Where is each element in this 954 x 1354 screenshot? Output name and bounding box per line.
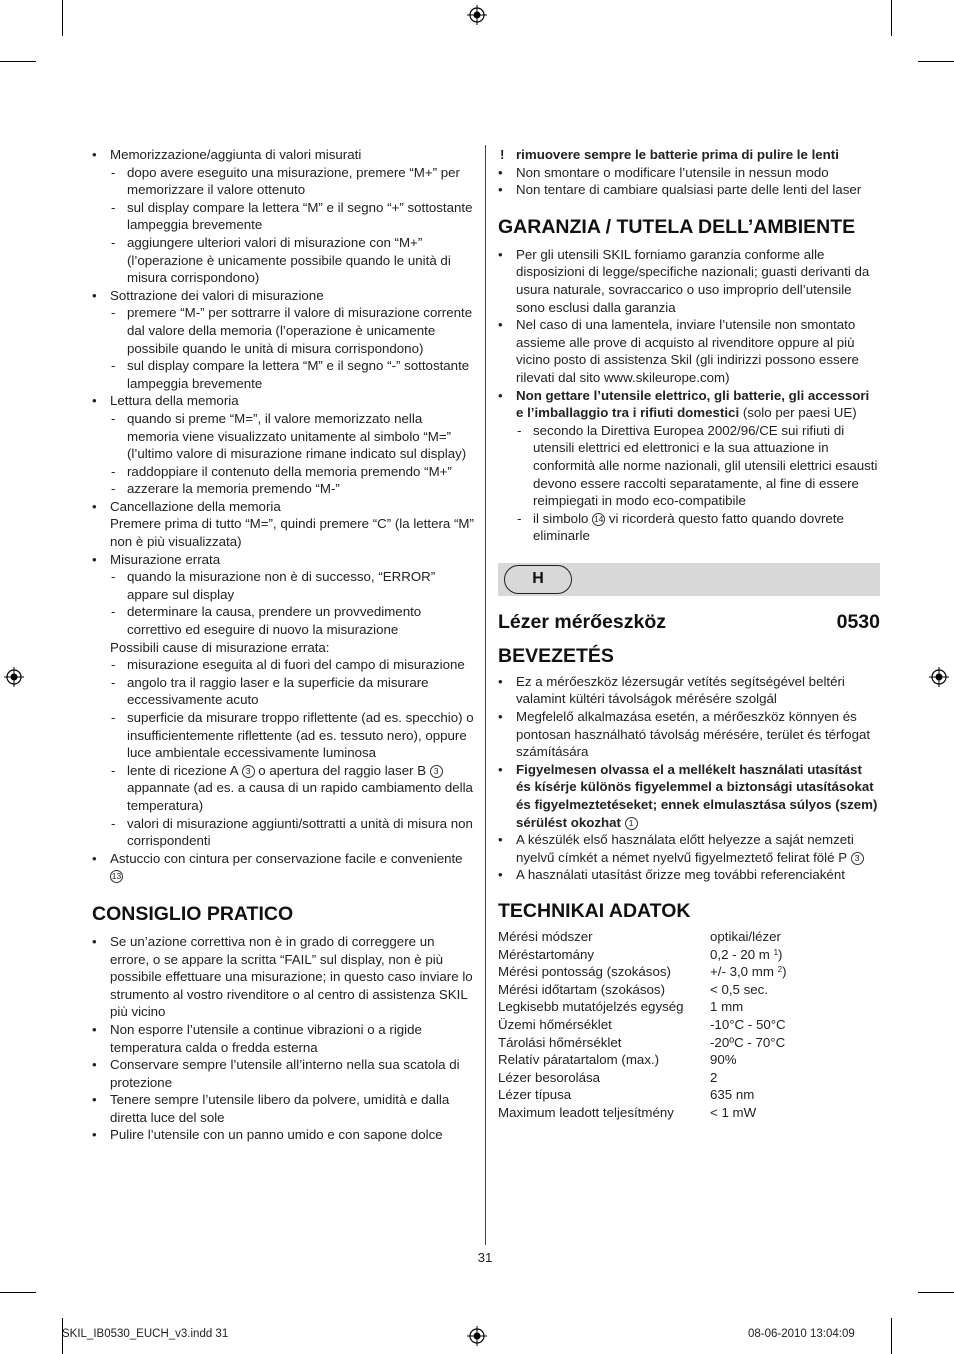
- spec-value-text: 90%: [710, 1052, 737, 1068]
- spec-row: [498, 1104, 880, 1122]
- list-item: • Lettura della memoria: [92, 392, 474, 410]
- spec-value: [710, 1016, 880, 1034]
- paragraph: Premere prima di tutto “M=”, quindi premere “C” (la lettera “M” non è più visualizzata): [110, 516, 474, 550]
- sub-item: - valori di misurazione aggiunti/sottratti a unità di misura non corrispondenti: [92, 815, 474, 850]
- list-item: • Non smontare o modificare l’utensile in nessun modo: [498, 164, 880, 182]
- list-item: • Pulire l’utensile con un panno umido e con sapone dolce: [92, 1126, 474, 1144]
- reference-number-icon: 3: [430, 765, 443, 778]
- bold-text: Non gettare l’utensile elettrico, gli batterie, gli accessori e l’imballaggio tra i rifiuti domestici: [516, 387, 870, 421]
- crop-mark: [918, 1292, 954, 1293]
- crop-mark: [891, 0, 892, 36]
- spec-value-text: -20ºC - 70°C: [710, 1034, 786, 1050]
- sub-item: - sul display compare la lettera “M” e il segno “-” sottostante lampeggia brevemente: [92, 357, 474, 392]
- text: vi ricorderà questo fatto quando dovrete eliminarle: [533, 510, 844, 544]
- reference-number-icon: 3: [242, 765, 255, 778]
- list-item: • Per gli utensili SKIL forniamo garanzia conforme alle disposizioni di legge/specifiche nazionali; guasti derivanti da usura naturale, sovraccarico o uso improprio dell’utensile sono esclusi dalla garanzia: [498, 246, 880, 316]
- list-item: • Nel caso di una lamentela, inviare l’utensile non smontato assieme alle prove di acquisto al rivenditore oppure al più vicino posto di assistenza Skil (gli indirizzi possono essere rilevati dal sito www.skileurope.com): [498, 316, 880, 386]
- section-heading: BEVEZETÉS: [498, 644, 614, 667]
- spec-value: [710, 1069, 880, 1087]
- spec-value-text: < 0,5 sec.: [710, 981, 769, 997]
- list-item: [92, 850, 474, 885]
- list-item: • A használati utasítást őrizze meg további referenciaként: [498, 866, 880, 884]
- spec-label: Mérési pontosság (szokásos): [498, 964, 671, 980]
- spec-value: [710, 981, 880, 999]
- spec-row: [498, 928, 880, 946]
- spec-value: [710, 1086, 880, 1104]
- right-column: [498, 146, 880, 1122]
- column-divider: [485, 145, 486, 1245]
- sub-item: - raddoppiare il contenuto della memoria premendo “M+”: [92, 463, 474, 481]
- spec-label: Tárolási hőmérséklet: [498, 1034, 622, 1050]
- footnote-ref: 2: [777, 965, 783, 975]
- spec-value: [710, 998, 880, 1016]
- list-item: [498, 387, 880, 422]
- spec-value-text: 635 nm: [710, 1087, 755, 1103]
- reference-number-icon: 13: [111, 871, 122, 882]
- spec-label: Üzemi hőmérséklet: [498, 1016, 612, 1032]
- text: A készülék első használata előtt helyezze a saját nemzeti nyelvű címkét a német nyelvű figyelmeztető felirat fölé P: [516, 832, 854, 865]
- specs-body: [498, 928, 880, 1122]
- text: il simbolo: [533, 510, 589, 526]
- spec-row: [498, 981, 880, 999]
- footnote-close: ): [778, 946, 783, 962]
- spec-value-text: 1 mm: [710, 999, 744, 1015]
- spec-label: Lézer besorolása: [498, 1069, 601, 1085]
- list-item: • Non tentare di cambiare qualsiasi parte delle lenti del laser: [498, 181, 880, 199]
- list-item: • Sottrazione dei valori di misurazione: [92, 287, 474, 305]
- sub-item: [92, 762, 474, 815]
- spec-value-text: < 1 mW: [710, 1104, 757, 1120]
- sub-item: - premere “M-” per sottrarre il valore di misurazione corrente dal valore della memoria (l’operazione è unicamente possibile quando le unità di misura corrispondono): [92, 304, 474, 357]
- list-item: • Tenere sempre l’utensile libero da polvere, umidità e dalla diretta luce del sole: [92, 1091, 474, 1126]
- sub-item: - dopo avere eseguito una misurazione, premere “M+” per memorizzare il valore ottenuto: [92, 164, 474, 199]
- reference-number-icon: 1: [625, 817, 638, 830]
- page-number: 31: [477, 1250, 493, 1265]
- reference-number-icon: 14: [593, 513, 604, 524]
- spec-row: [498, 1086, 880, 1104]
- spec-value-text: -10°C - 50°C: [710, 1016, 786, 1032]
- spec-label: Legkisebb mutatójelzés egység: [498, 999, 684, 1015]
- spec-value: [710, 1034, 880, 1052]
- sub-item: - superficie da misurare troppo riflettente (ad es. specchio) o insufficientemente riflettente (ad es. tessuto nero), oppure luce ambientale eccessivamente luminosa: [92, 709, 474, 762]
- spec-row: [498, 1069, 880, 1087]
- footnote-close: ): [782, 964, 787, 980]
- spec-value: [710, 1104, 880, 1122]
- crop-mark: [918, 61, 954, 62]
- registration-mark-icon: [467, 1326, 487, 1346]
- sub-item: - aggiungere ulteriori valori di misurazione con “M+” (l’operazione è unicamente possibile quando le unità di misura corrispondono): [92, 234, 474, 287]
- spec-label: Mérési módszer: [498, 929, 593, 944]
- registration-mark-icon: [929, 667, 949, 687]
- bold-text: Figyelmesen olvassa el a mellékelt használati utasítást és kísérje különös figyelemmel a biztonsági utasításokat és figyelmeztetéseket; ennek elmulasztása súlyos (szem) sérülést okozhat: [516, 761, 878, 830]
- language-badge: H: [504, 565, 572, 594]
- footer-filename: SKIL_IB0530_EUCH_v3.indd 31: [62, 1328, 229, 1340]
- spec-row: [498, 946, 880, 964]
- spec-label: Méréstartomány: [498, 946, 595, 962]
- crop-mark: [891, 1318, 892, 1354]
- spec-value-text: +/- 3,0 mm: [710, 964, 774, 980]
- spec-row: [498, 963, 880, 981]
- paragraph: Possibili cause di misurazione errata:: [110, 639, 330, 655]
- spec-row: [498, 1051, 880, 1069]
- list-item: • Megfelelő alkalmazása esetén, a mérőeszköz könnyen és pontosan használható távolság mérésére, terület és térfogat számítására: [498, 708, 880, 761]
- list-item: • Se un’azione correttiva non è in grado di correggere un errore, o se appare la scritta “FAIL” sul display, non è più possibile effettuare una misurazione; in questo caso inviare lo strumento al vostro rivenditore o al centro di assistenza SKIL più vicino: [92, 933, 474, 1021]
- list-item: [498, 831, 880, 866]
- spec-label: Relatív páratartalom (max.): [498, 1052, 660, 1068]
- specs-table: [498, 928, 880, 1122]
- spec-value-text: optikai/lézer: [710, 929, 781, 944]
- sub-item: - sul display compare la lettera “M” e il segno “+” sottostante lampeggia brevemente: [92, 199, 474, 234]
- crop-mark: [0, 61, 36, 62]
- spec-value: [710, 946, 880, 964]
- spec-value-text: 0,2 - 20 m: [710, 946, 770, 962]
- list-item: • Memorizzazione/aggiunta di valori misurati: [92, 146, 474, 164]
- product-code: 0530: [836, 610, 880, 633]
- sub-item: - azzerare la memoria premendo “M-”: [92, 480, 474, 498]
- list-item: • Non esporre l’utensile a continue vibrazioni o a rigide temperatura calda o fredda esterna: [92, 1021, 474, 1056]
- text: Astuccio con cintura per conservazione facile e conveniente: [110, 850, 463, 866]
- sub-item: [498, 510, 880, 545]
- sub-item: - quando la misurazione non è di successo, “ERROR” appare sul display: [92, 568, 474, 603]
- reference-number-icon: 3: [851, 852, 864, 865]
- warning-item: ! rimuovere sempre le batterie prima di pulire le lenti: [498, 146, 880, 164]
- footer-timestamp: 08-06-2010 13:04:09: [748, 1328, 855, 1340]
- spec-value: [710, 928, 880, 946]
- list-item: • Cancellazione della memoria: [92, 498, 474, 516]
- spec-row: [498, 1016, 880, 1034]
- spec-value-text: 2: [710, 1069, 718, 1085]
- section-heading: TECHNIKAI ADATOK: [498, 900, 691, 922]
- text: o apertura del raggio laser B: [258, 762, 427, 778]
- text: appannate (ad es. a causa di un rapido cambiamento della temperatura): [127, 780, 473, 813]
- sub-item: - secondo la Direttiva Europea 2002/96/CE sui rifiuti di utensili elettrici ed elettronici e la sua attuazione in conformità alle norme nazionali, glil utensili elettrici esausti devono essere raccolti separatamente, al fine di essere reimpiegati in modo eco-compatibile: [498, 422, 880, 510]
- section-heading: GARANZIA / TUTELA DELL’AMBIENTE: [498, 215, 856, 238]
- sub-item: - misurazione eseguita al di fuori del campo di misurazione: [92, 656, 474, 674]
- sub-item: - quando si preme “M=”, il valore memorizzato nella memoria viene visualizzato unitamente al simbolo “M=” (l’ultimo valore di misurazione rimane indicato sul display): [92, 410, 474, 463]
- spec-row: [498, 1034, 880, 1052]
- product-title-row: [498, 610, 880, 634]
- spec-label: Mérési időtartam (szokásos): [498, 981, 665, 997]
- language-bar: [498, 563, 880, 596]
- spec-row: [498, 998, 880, 1016]
- spec-value: [710, 1051, 880, 1069]
- registration-mark-icon: [467, 5, 487, 25]
- text: lente di ricezione A: [127, 762, 238, 778]
- spec-label: Lézer típusa: [498, 1087, 572, 1103]
- left-column: [92, 146, 474, 1144]
- sub-item: - determinare la causa, prendere un provvedimento correttivo ed eseguire di nuovo la misurazione: [92, 603, 474, 638]
- spec-label: Maximum leadott teljesítmény: [498, 1104, 674, 1120]
- crop-mark: [62, 0, 63, 36]
- registration-mark-icon: [4, 667, 24, 687]
- list-item: • Misurazione errata: [92, 551, 474, 569]
- list-item: • Conservare sempre l’utensile all’interno nella sua scatola di protezione: [92, 1056, 474, 1091]
- list-item: [498, 761, 880, 831]
- text: (solo per paesi UE): [739, 405, 857, 421]
- sub-item: - angolo tra il raggio laser e la superficie da misurare eccessivamente acuto: [92, 674, 474, 709]
- section-heading: CONSIGLIO PRATICO: [92, 902, 294, 925]
- spec-value: [710, 963, 880, 981]
- product-title: Lézer mérőeszköz: [498, 610, 666, 633]
- crop-mark: [0, 1292, 36, 1293]
- list-item: • Ez a mérőeszköz lézersugár vetítés segítségével beltéri valamint kültéri távolságok mérésére szolgál: [498, 673, 880, 708]
- footnote-ref: 1: [773, 947, 779, 957]
